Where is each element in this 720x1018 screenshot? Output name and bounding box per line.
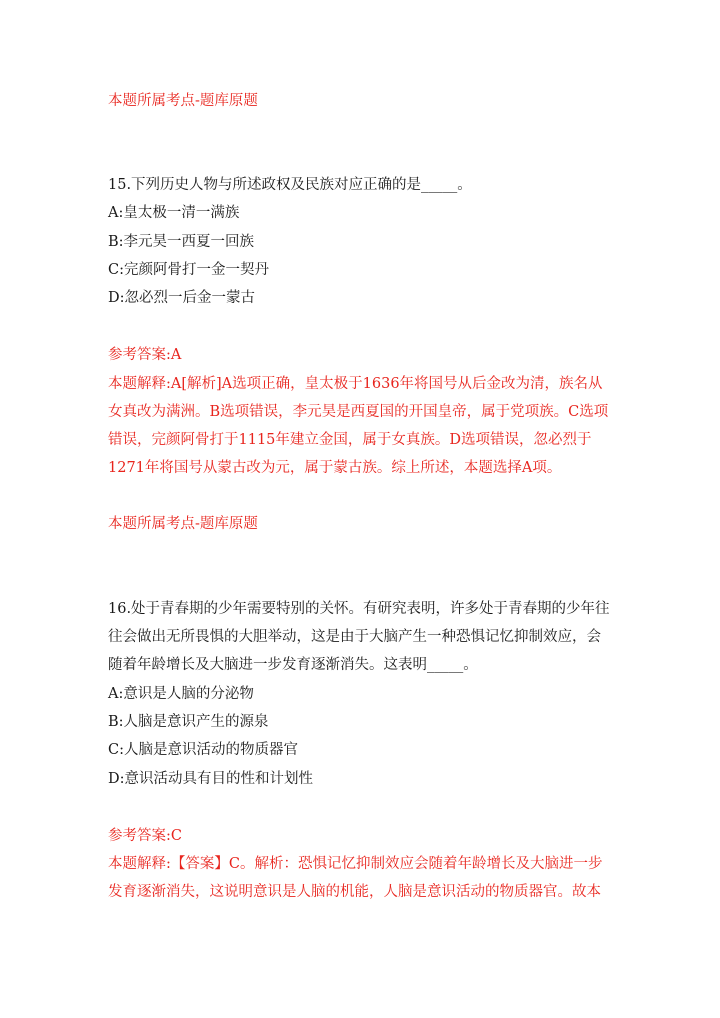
question-15-option-d: D:忽必烈一后金一蒙古 — [108, 290, 256, 306]
source-tag: 本题所属考点-题库原题 — [108, 516, 258, 532]
question-16-stem-line: 往会做出无所畏惧的大胆举动，这是由于大脑产生一种恐惧记忆抑制效应，会 — [108, 629, 601, 645]
question-16-option-b: B:人脑是意识产生的源泉 — [108, 714, 269, 730]
question-16-answer: 参考答案:C — [108, 828, 182, 844]
question-16-option-c: C:人脑是意识活动的物质器官 — [108, 742, 298, 758]
question-15-option-b: B:李元昊一西夏一回族 — [108, 234, 255, 250]
question-16-stem-line: 16.处于青春期的少年需要特别的关怀。有研究表明，许多处于青春期的少年往 — [108, 601, 610, 617]
question-16-option-a: A:意识是人脑的分泌物 — [108, 686, 254, 702]
question-15-answer: 参考答案:A — [108, 347, 182, 363]
question-16-explanation-line: 本题解释:【答案】C。解析：恐惧记忆抑制效应会随着年龄增长及大脑进一步 — [108, 856, 603, 872]
question-15-option-a: A:皇太极一清一满族 — [108, 205, 240, 221]
question-16-stem-line: 随着年龄增长及大脑进一步发育逐渐消失。这表明_____。 — [108, 657, 478, 673]
question-16-option-d: D:意识活动具有目的性和计划性 — [108, 771, 314, 787]
source-tag: 本题所属考点-题库原题 — [108, 93, 258, 109]
question-15-explanation-line: 女真改为满洲。B选项错误，李元昊是西夏国的开国皇帝，属于党项族。C选项 — [108, 404, 609, 420]
question-15-stem: 15.下列历史人物与所述政权及民族对应正确的是_____。 — [108, 177, 472, 193]
question-16-explanation-line: 发育逐渐消失，这说明意识是人脑的机能，人脑是意识活动的物质器官。故本 — [108, 884, 601, 900]
question-15-explanation-line: 本题解释:A[解析]A选项正确，皇太极于1636年将国号从后金改为清，族名从 — [108, 376, 603, 392]
question-15-explanation-line: 错误，完颜阿骨打于1115年建立金国，属于女真族。D选项错误，忽必烈于 — [108, 432, 592, 448]
question-15-explanation-line: 1271年将国号从蒙古改为元，属于蒙古族。综上所述，本题选择A项。 — [108, 460, 562, 476]
question-15-option-c: C:完颜阿骨打一金一契丹 — [108, 262, 269, 278]
